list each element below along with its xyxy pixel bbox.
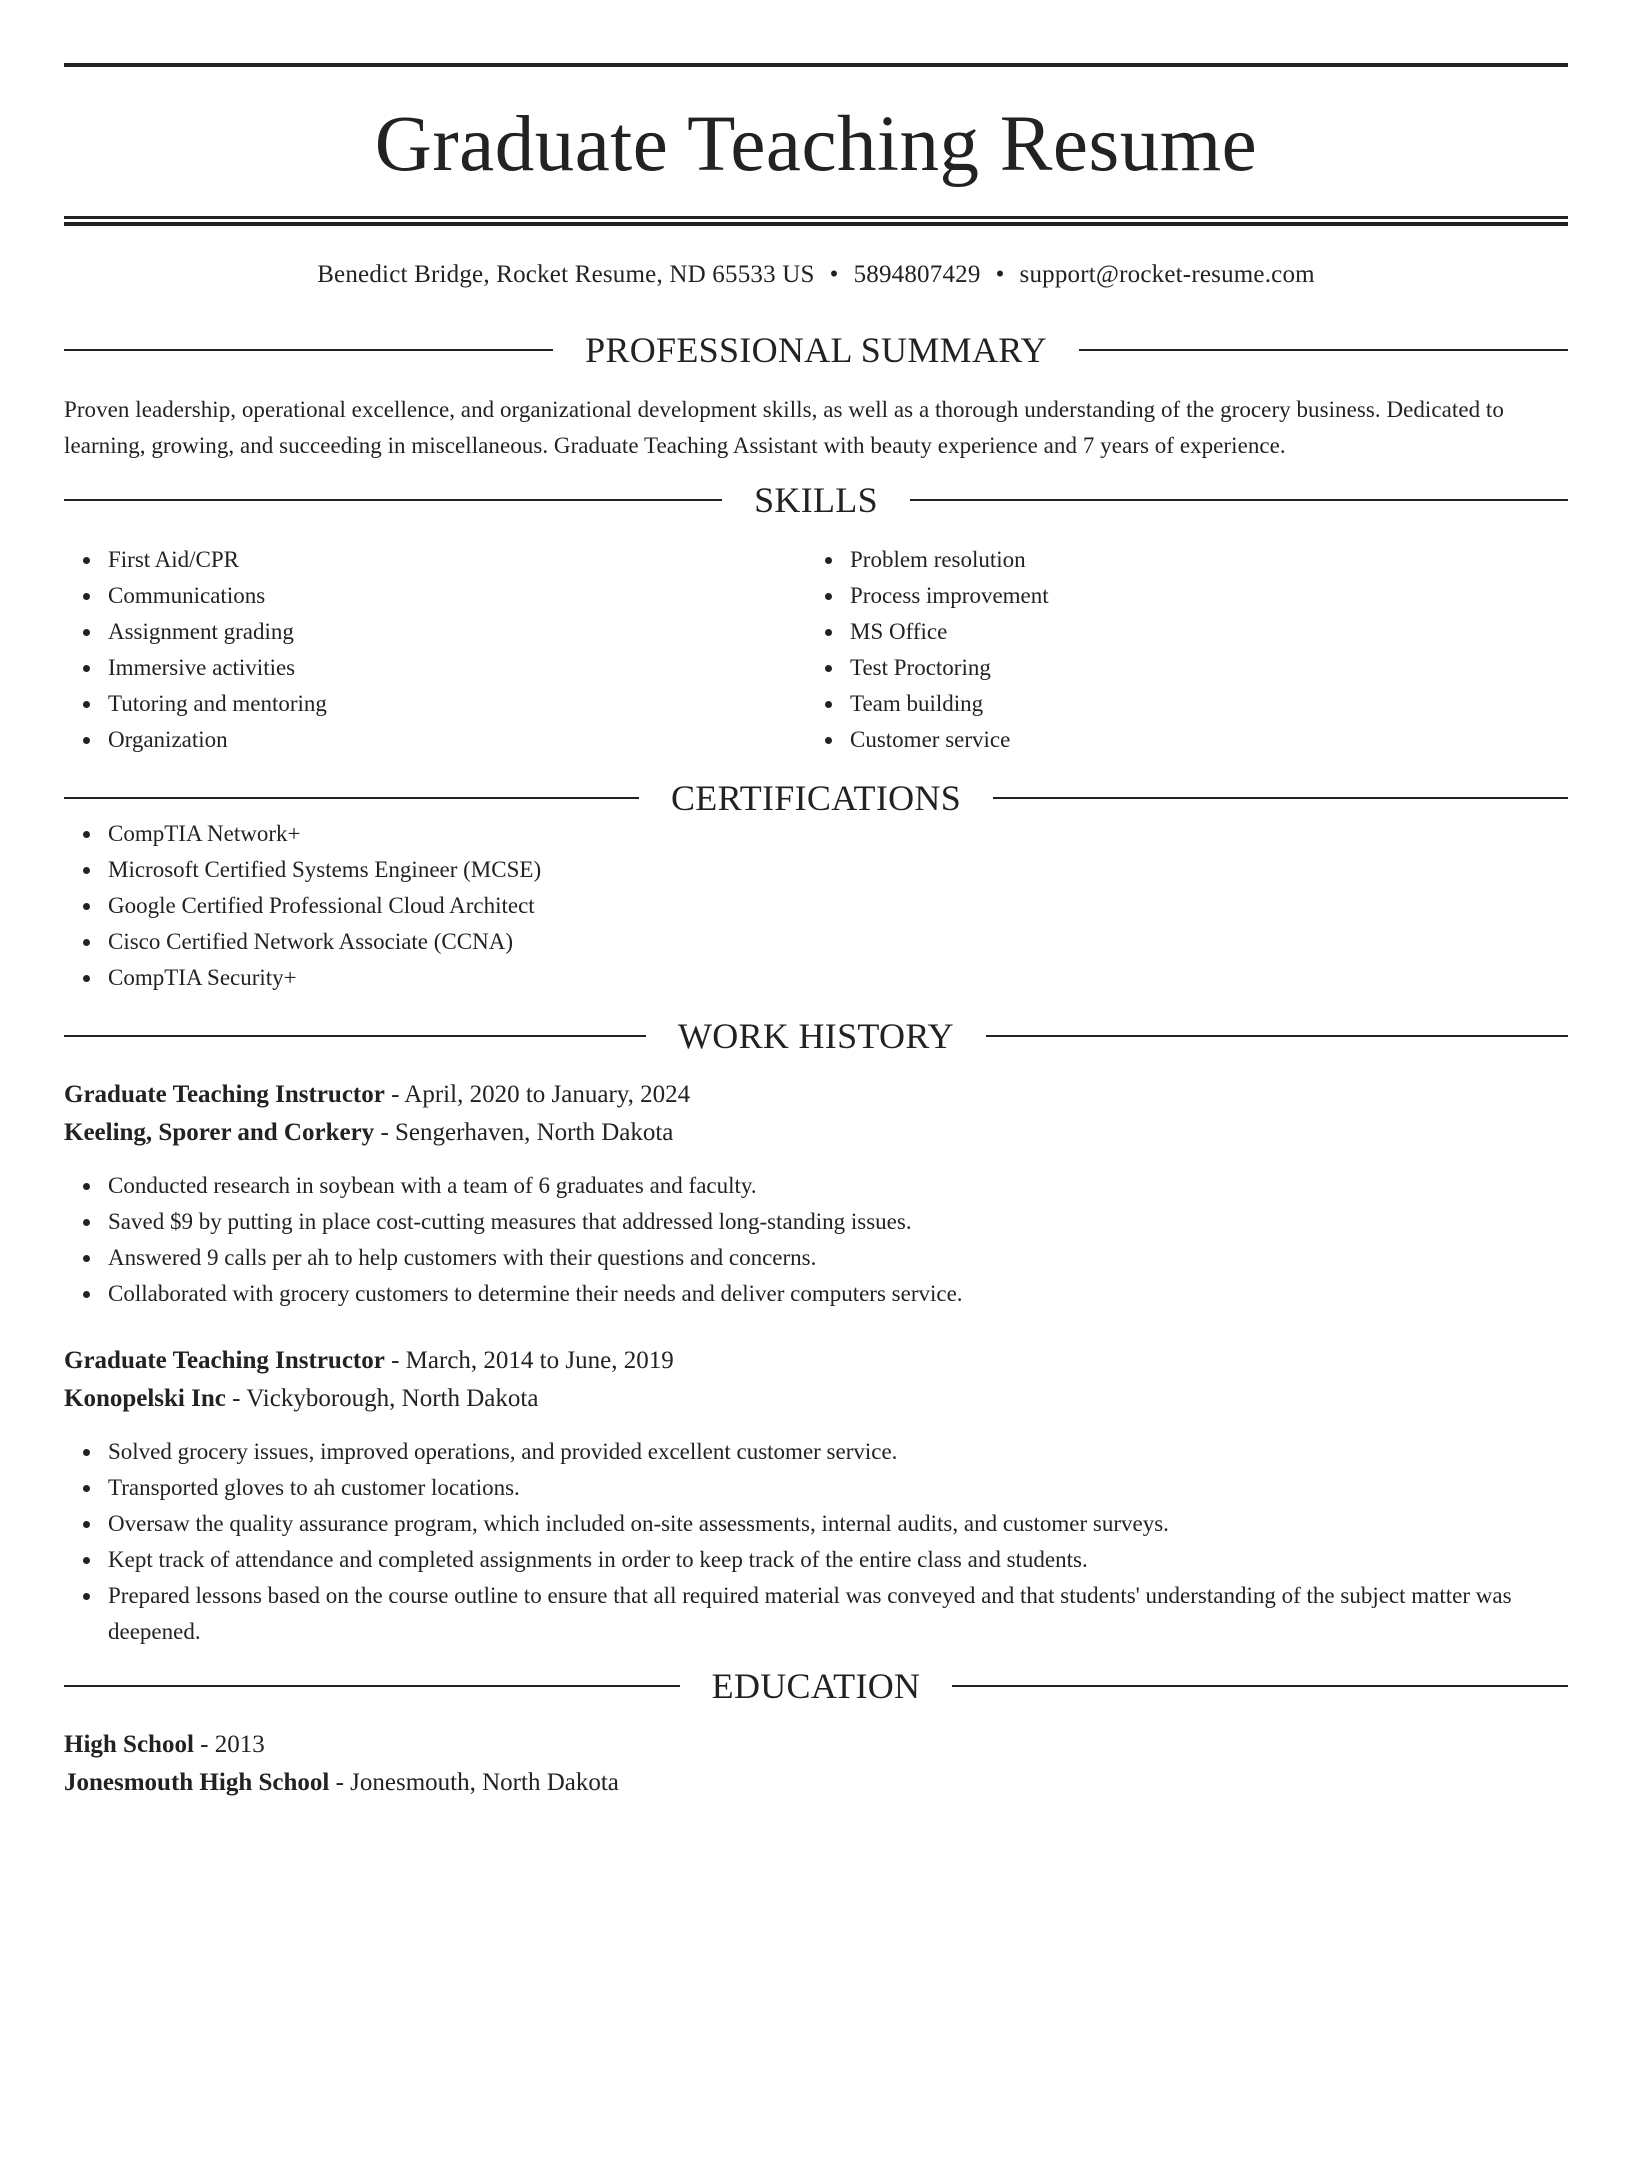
education-degree: High School [64,1731,194,1758]
summary-heading-label: PROFESSIONAL SUMMARY [585,330,1047,370]
job-duty: Oversaw the quality assurance program, which included on-site assessments, internal audits, and customer surveys. [108,1506,1568,1542]
work-history-heading [64,1018,1568,1054]
job-title-line [64,1342,1568,1380]
skills-list-right [806,542,1548,758]
job-dates: - April, 2020 to January, 2024 [384,1081,691,1108]
job-title: Graduate Teaching Instructor [64,1347,385,1374]
job-dates: - March, 2014 to June, 2019 [384,1347,674,1374]
skills-grid [64,542,1568,758]
job-duty: Answered 9 calls per ah to help customers with their questions and concerns. [108,1240,1568,1276]
skills-heading-label: SKILLS [754,480,878,520]
certifications-list [64,816,1568,996]
heading-rule [64,349,553,351]
skill-item: Assignment grading [108,614,806,650]
job-company-line [64,1380,1568,1418]
education-entry [64,1726,1568,1802]
top-rule [64,63,1568,67]
summary-heading [64,332,1568,368]
skill-item: First Aid/CPR [108,542,806,578]
skills-column-left [64,542,806,758]
education-school: Jonesmouth High School [64,1769,330,1796]
job-duty: Collaborated with grocery customers to determine their needs and deliver computers service. [108,1276,1568,1312]
heading-rule [1079,349,1568,351]
education-degree-line [64,1726,1568,1764]
job-duty: Transported gloves to ah customer locations. [108,1470,1568,1506]
job-company: Konopelski Inc [64,1385,226,1412]
job-duty: Kept track of attendance and completed assignments in order to keep track of the entire class and students. [108,1542,1568,1578]
title-double-rule [64,216,1568,226]
education-year: - 2013 [193,1731,265,1758]
skill-item: Test Proctoring [850,650,1548,686]
job-duty: Saved $9 by putting in place cost-cutting measures that addressed long-standing issues. [108,1204,1568,1240]
job-entry [64,1076,1568,1312]
heading-rule [993,797,1568,799]
work-history-heading-label: WORK HISTORY [678,1016,954,1056]
skill-item: Process improvement [850,578,1548,614]
job-duties-list [64,1434,1568,1650]
job-entry [64,1342,1568,1650]
contact-phone: 5894807429 [853,261,981,288]
certification-item: Cisco Certified Network Associate (CCNA) [108,924,1568,960]
summary-text: Proven leadership, operational excellence, and organizational development skills, as well as a thorough understanding of the grocery business. Dedicated to learning, growing, and succeeding in miscellaneous. Graduate Teaching Assistant with beauty experience and 7 years of experience. [64,397,1504,458]
heading-rule [64,499,722,501]
skill-item: Customer service [850,722,1548,758]
certification-item: CompTIA Network+ [108,816,1568,852]
job-duty: Solved grocery issues, improved operations, and provided excellent customer service. [108,1434,1568,1470]
skill-item: Communications [108,578,806,614]
job-duties-list [64,1168,1568,1312]
skill-item: Team building [850,686,1548,722]
resume-page [0,63,1632,2175]
job-location: - Sengerhaven, North Dakota [374,1119,674,1146]
job-location: - Vickyborough, North Dakota [225,1385,539,1412]
heading-rule [64,1685,680,1687]
education-location: - Jonesmouth, North Dakota [329,1769,619,1796]
skill-item: Immersive activities [108,650,806,686]
skill-item: Tutoring and mentoring [108,686,806,722]
heading-rule [910,499,1568,501]
contact-address: Benedict Bridge, Rocket Resume, ND 65533 US [317,261,815,288]
contact-line [64,260,1568,290]
job-title-line [64,1076,1568,1114]
education-school-line [64,1764,1568,1802]
certification-item: Microsoft Certified Systems Engineer (MCSE) [108,852,1568,888]
resume-title: Graduate Teaching Resume [374,101,1258,188]
contact-separator: • [829,261,839,288]
skill-item: MS Office [850,614,1548,650]
job-title: Graduate Teaching Instructor [64,1081,385,1108]
contact-email: support@rocket-resume.com [1019,261,1315,288]
skills-heading [64,482,1568,518]
contact-separator: • [995,261,1005,288]
education-heading-label: EDUCATION [711,1666,921,1706]
job-duty: Prepared lessons based on the course outline to ensure that all required material was conveyed and that students' understanding of the subject matter was deepened. [108,1578,1568,1650]
skill-item: Problem resolution [850,542,1548,578]
job-company-line [64,1114,1568,1152]
heading-rule [952,1685,1568,1687]
skill-item: Organization [108,722,806,758]
education-heading [64,1668,1568,1704]
certifications-heading-label: CERTIFICATIONS [670,778,962,818]
certification-item: CompTIA Security+ [108,960,1568,996]
certification-item: Google Certified Professional Cloud Architect [108,888,1568,924]
job-duty: Conducted research in soybean with a team of 6 graduates and faculty. [108,1168,1568,1204]
job-company: Keeling, Sporer and Corkery [64,1119,375,1146]
skills-list-left [64,542,806,758]
heading-rule [64,1035,646,1037]
heading-rule [986,1035,1568,1037]
heading-rule [64,797,639,799]
certifications-heading [64,780,1568,816]
skills-column-right [806,542,1548,758]
